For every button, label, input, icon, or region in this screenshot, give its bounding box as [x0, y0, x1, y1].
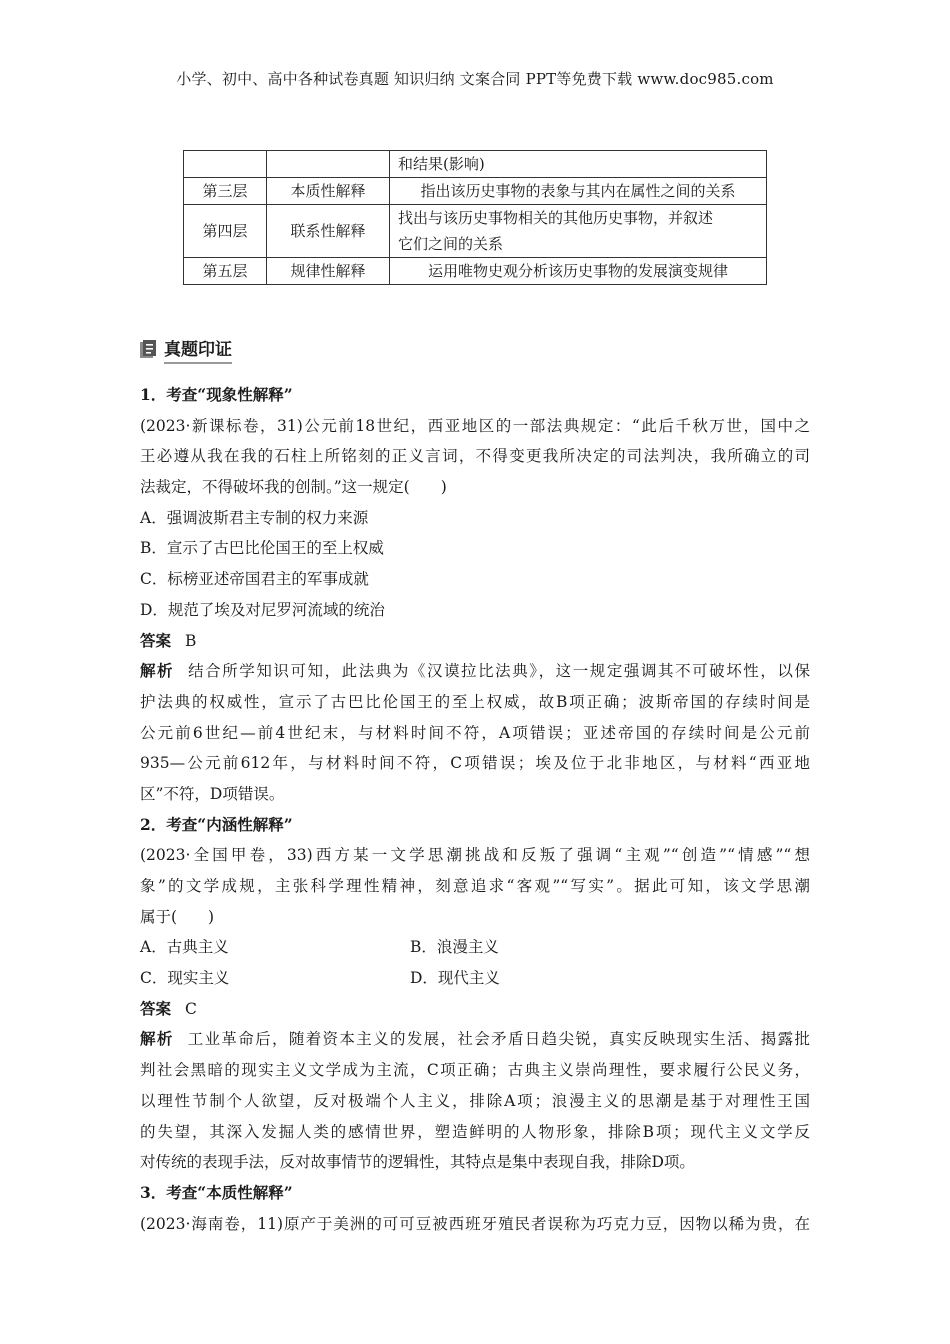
question-title: 3．考查“本质性解释” — [140, 1182, 293, 1202]
option-a: A．古典主义 — [140, 938, 229, 957]
table-cell-level: 第五层 — [184, 258, 267, 285]
table-row — [184, 151, 767, 178]
option-d: D．规范了埃及对尼罗河流域的统治 — [140, 600, 385, 619]
option-c: C．标榜亚述帝国君主的军事成就 — [140, 570, 369, 589]
question-stem-line: (2023·海南卷，11)原产于美洲的可可豆被西班牙殖民者误称为巧克力豆，因物以稀为贵，在 — [140, 1214, 810, 1233]
table-cell-level: 第四层 — [184, 205, 267, 258]
analysis-line: 护法典的权威性，宣示了古巴比伦国王的至上权威，故B项正确；波斯帝国的存续时间是 — [140, 692, 810, 711]
question-title: 2．考查“内涵性解释” — [140, 814, 293, 834]
question-stem-line: 象”的文学成规，主张科学理性精神，刻意追求“客观”“写实”。据此可知，该文学思潮 — [140, 877, 810, 895]
questions-body — [140, 380, 810, 1239]
table-cell-desc: 运用唯物史观分析该历史事物的发展演变规律 — [390, 258, 767, 285]
analysis-line: 935—公元前612年，与材料时间不符，C项错误；埃及位于北非地区，与材料“西亚地 — [140, 754, 810, 773]
analysis-text: 工业革命后，随着资本主义的发展，社会矛盾日趋尖锐，真实反映现实生活、揭露批 — [187, 1030, 810, 1049]
question-stem-line: (2023·新课标卷，31)公元前18世纪，西亚地区的一部法典规定：“此后千秋万世，国中之 — [140, 416, 810, 435]
table-cell-type: 规律性解释 — [267, 258, 390, 285]
analysis-line: 的失望，其深入发掘人类的感情世界，塑造鲜明的人物形象，排除B项；现代主义文学反 — [140, 1122, 810, 1141]
table-cell-desc: 和结果(影响) — [390, 151, 767, 178]
answer-label: 答案 — [140, 630, 172, 650]
analysis-line: 判社会黑暗的现实主义文学成为主流，C项正确；古典主义崇尚理性，要求履行公民义务， — [140, 1061, 810, 1080]
option-a: A．强调波斯君主专制的权力来源 — [140, 508, 369, 527]
analysis-line: 对传统的表现手法，反对故事情节的逻辑性，其特点是集中表现自我，排除D项。 — [140, 1153, 695, 1172]
table-row — [184, 205, 767, 258]
table-cell-level: 第三层 — [184, 178, 267, 205]
analysis-line: 区”不符，D项错误。 — [140, 784, 285, 803]
page-header: 小学、初中、高中各种试卷真题 知识归纳 文案合同 PPT等免费下载 www.doc985.com — [176, 70, 774, 88]
analysis-line: 以理性节制个人欲望，反对极端个人主义，排除A项；浪漫主义的思潮是基于对理性王国 — [140, 1091, 810, 1110]
option-b: B．宣示了古巴比伦国王的至上权威 — [140, 539, 384, 558]
question-stem-line: 属于( ) — [140, 907, 215, 926]
analysis-label: 解析 — [140, 1029, 174, 1049]
answer-value: B — [185, 631, 197, 650]
analysis-line: 公元前6世纪—前4世纪末，与材料时间不符，A项错误；亚述帝国的存续时间是公元前 — [140, 723, 810, 742]
answer-label: 答案 — [140, 998, 172, 1018]
analysis-text: 结合所学知识可知，此法典为《汉谟拉比法典》，这一规定强调其不可破坏性，以保 — [188, 662, 810, 681]
section-heading — [140, 336, 232, 362]
explanation-levels-table — [183, 150, 767, 285]
section-title: 真题印证 — [164, 335, 232, 364]
table-row — [184, 258, 767, 285]
option-c: C．现实主义 — [140, 969, 230, 988]
answer-value: C — [185, 999, 197, 1018]
option-b: B．浪漫主义 — [410, 938, 499, 957]
table-cell-desc-line: 它们之间的关系 — [398, 235, 504, 253]
document-icon — [140, 340, 156, 358]
answer-line — [140, 994, 810, 1025]
analysis-line — [140, 656, 810, 687]
option-d: D．现代主义 — [410, 969, 500, 988]
table-cell-type — [267, 151, 390, 178]
answer-line — [140, 626, 810, 657]
table-row — [184, 178, 767, 205]
table-cell-type: 本质性解释 — [267, 178, 390, 205]
analysis-line — [140, 1024, 810, 1055]
analysis-label: 解析 — [140, 661, 175, 681]
question-stem-line: 法裁定，不得破坏我的创制。”这一规定( ) — [140, 478, 447, 497]
table-cell-type: 联系性解释 — [267, 205, 390, 258]
table-cell-level — [184, 151, 267, 178]
question-stem-line: (2023·全国甲卷，33)西方某一文学思潮挑战和反叛了强调“主观”“创造”“情感”“想 — [140, 846, 810, 865]
question-stem-line: 王必遵从我在我的石柱上所铭刻的正义言词，不得变更我所决定的司法判决，我所确立的司 — [140, 447, 810, 466]
option-row — [140, 963, 810, 994]
option-row — [140, 932, 810, 963]
table-cell-desc-line: 找出与该历史事物相关的其他历史事物，并叙述 — [398, 209, 714, 227]
table-cell-desc — [390, 205, 767, 258]
question-title: 1．考查“现象性解释” — [140, 385, 293, 404]
table-cell-desc: 指出该历史事物的表象与其内在属性之间的关系 — [390, 178, 767, 205]
